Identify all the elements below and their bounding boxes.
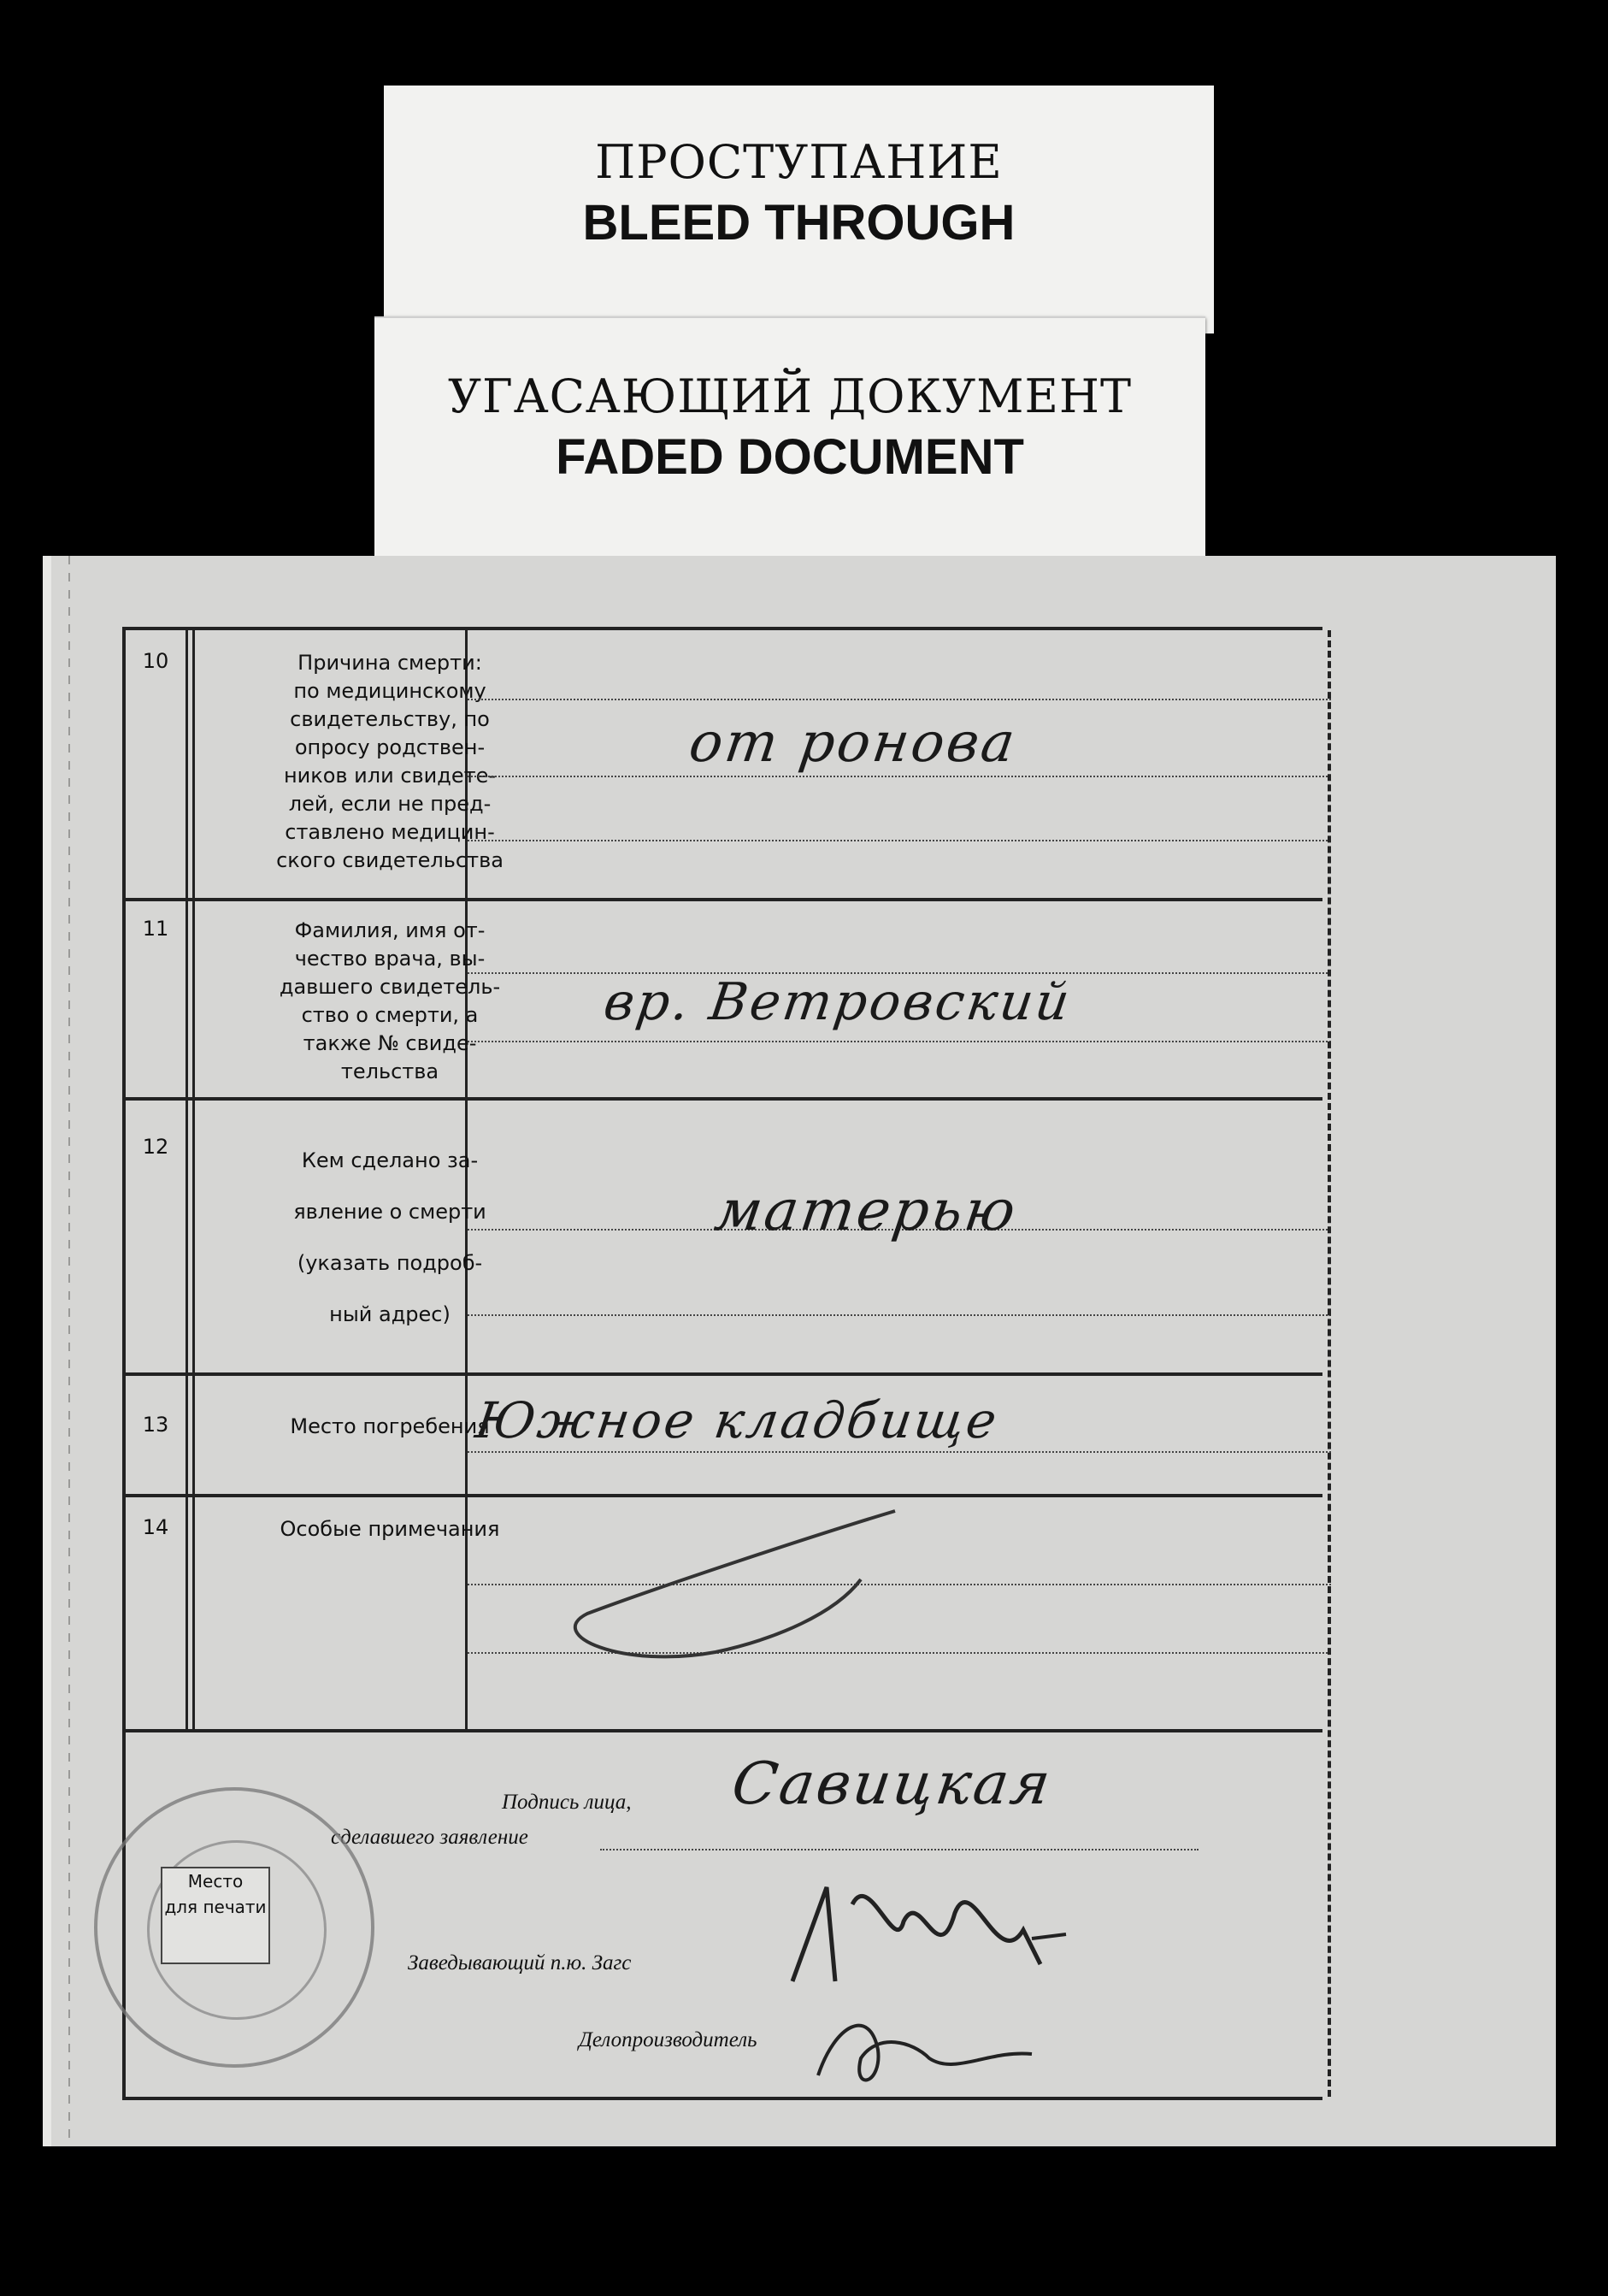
- row-number: 12: [142, 1135, 169, 1159]
- handwritten-burial-place: Южное кладбище: [472, 1391, 1003, 1449]
- faded-document-notice: [374, 316, 1205, 566]
- clerk-signature: [801, 1990, 1057, 2110]
- stamp-placeholder: [161, 1867, 270, 1964]
- row-number: 13: [142, 1413, 169, 1437]
- handwritten-cause: от ронова: [685, 711, 1022, 775]
- bleed-through-notice: [384, 86, 1214, 333]
- applicant-signature-label-2: сделавшего заявление: [331, 1826, 528, 1849]
- row-divider: [126, 1097, 1322, 1101]
- applicant-signature-label: Подпись лица,: [502, 1791, 632, 1814]
- row-divider: [126, 1372, 1322, 1376]
- row-label-notes: Особые примечания: [280, 1517, 500, 1541]
- row-number: 10: [142, 649, 169, 673]
- fill-line: [468, 1451, 1331, 1453]
- row-label-doctor: Фамилия, имя от- чество врача, вы- давшего свидетель- ство о смерти, а также № свиде- тельства: [279, 918, 501, 1083]
- row-divider: [126, 898, 1322, 901]
- bleed-through-en: BLEED THROUGH: [582, 195, 1016, 251]
- stamp-placeholder-line2: для печати: [164, 1897, 267, 1917]
- notes-cancel-mark: [553, 1485, 912, 1673]
- bleed-through-ru: ПРОСТУПАНИЕ: [595, 135, 1003, 189]
- applicant-signature: Савицкая: [727, 1750, 1057, 1818]
- fill-line: [468, 1314, 1331, 1316]
- handwritten-doctor: вр. Ветровский: [600, 972, 1076, 1032]
- row-label-cause-of-death: Причина смерти: по медицинскому свидетельству, по опросу родствен- ников или свидете- лей, если не пред- ставлено медицин- ского свидетельства: [276, 651, 504, 872]
- row-number: 14: [142, 1515, 169, 1539]
- faded-document-en: FADED DOCUMENT: [556, 429, 1024, 485]
- column-divider: [186, 630, 188, 1732]
- fill-line: [468, 840, 1331, 841]
- registry-head-label: Заведывающий п.ю. Загс: [408, 1951, 632, 1974]
- fill-line: [468, 699, 1331, 700]
- stamp-placeholder-line1: Место: [187, 1871, 244, 1892]
- fill-line: [468, 776, 1331, 777]
- row-label-burial-place: Место погребения: [290, 1414, 490, 1438]
- row-label-declarant: Кем сделано за- явление о смерти (указать подроб- ный адрес): [293, 1148, 486, 1326]
- row-divider: [126, 1729, 1322, 1732]
- clerk-label: Делопроизводитель: [579, 2028, 757, 2051]
- applicant-signature-line: [600, 1849, 1199, 1850]
- faded-document-ru: УГАСАЮЩИЙ ДОКУМЕНТ: [447, 369, 1133, 423]
- handwritten-declarant: матерью: [710, 1178, 1022, 1243]
- column-divider: [192, 630, 195, 1732]
- fill-line: [468, 1041, 1331, 1042]
- row-number: 11: [142, 917, 169, 941]
